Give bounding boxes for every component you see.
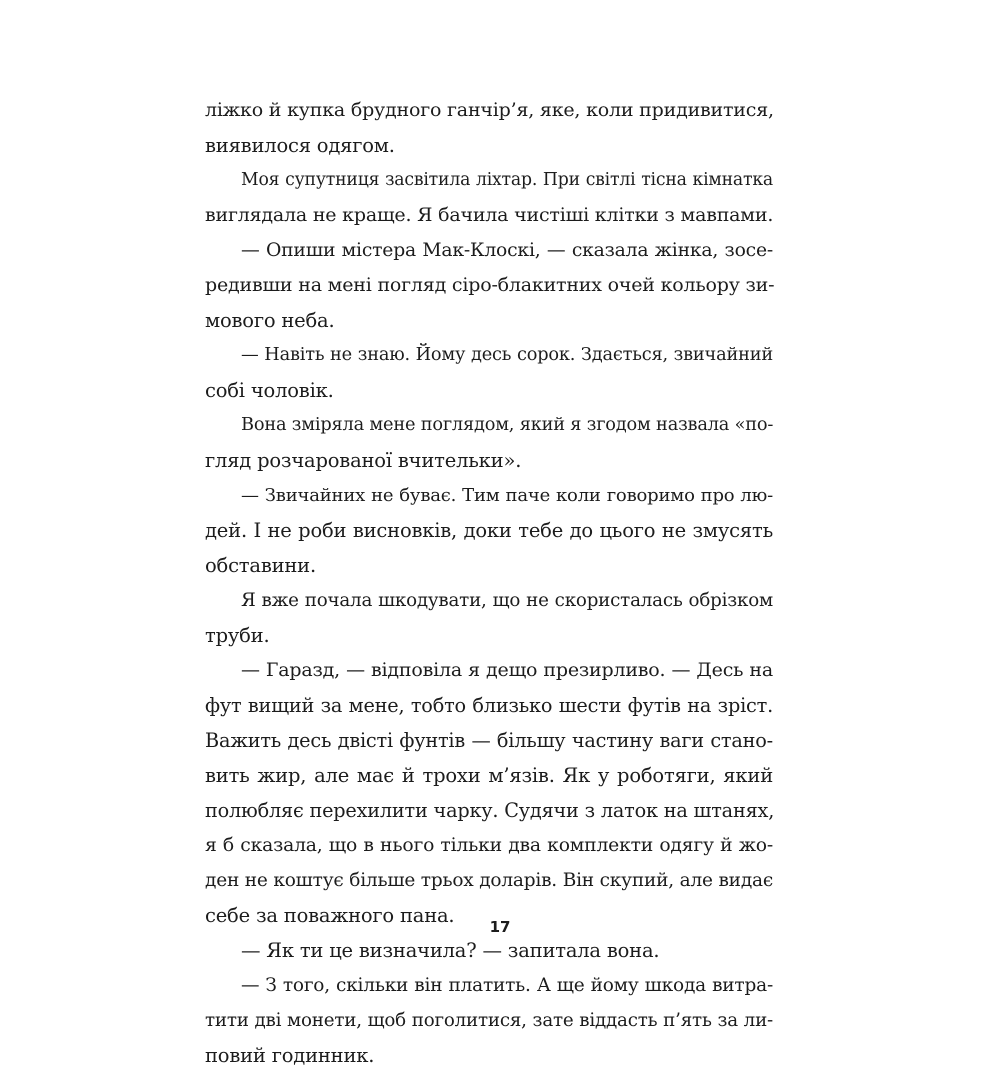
text-line: дей. І не роби висновків, доки тебе до цього не змусять: [205, 519, 773, 542]
text-line: — Як ти це визначила? — запитала вона.: [241, 939, 660, 962]
text-line: Важить десь двісті фунтів — більшу частину ваги стано-: [205, 729, 773, 752]
text-line: — Опиши містера Мак-Клоскі, — сказала жінка, зосе-: [241, 240, 773, 261]
text-line: Я вже почала шкодувати, що не скористалась обрізком: [241, 590, 773, 611]
text-line: собі чоловік.: [205, 379, 334, 402]
text-line: — Навіть не знаю. Йому десь сорок. Здається, звичайний: [241, 345, 773, 365]
text-line: вить жир, але має й трохи м’язів. Як у роботяги, який: [205, 764, 773, 787]
text-line: Моя супутниця засвітила ліхтар. При світлі тісна кімнатка: [241, 170, 773, 190]
text-line: ліжко й купка брудного ганчір’я, яке, коли придивитися,: [205, 99, 774, 121]
text-line: я б сказала, що в нього тільки два комплекти одягу й жо-: [205, 835, 773, 856]
text-line: ден не коштує більше трьох доларів. Він скупий, але видає: [205, 870, 773, 891]
text-line: редивши на мені погляд сіро-блакитних очей кольору зи-: [205, 274, 775, 296]
text-line: тити дві монети, щоб поголитися, зате віддасть п’ять за ли-: [205, 1010, 773, 1031]
text-line: обставини.: [205, 554, 316, 577]
text-line: виглядала не краще. Я бачила чистіші клітки з мавпами.: [205, 204, 774, 226]
text-line: фут вищий за мене, тобто близько шести футів на зріст.: [205, 694, 773, 717]
text-line: повий годинник.: [205, 1044, 375, 1067]
text-line: виявилося одягом.: [205, 134, 395, 157]
text-line: — Гаразд, — відповіла я дещо презирливо. — Десь на: [241, 659, 773, 681]
text-line: себе за поважного пана.: [205, 904, 455, 927]
text-line: труби.: [205, 624, 270, 647]
text-line: полюбляє перехилити чарку. Судячи з латок на штанях,: [205, 799, 775, 822]
text-line: — Звичайних не буває. Тим паче коли говоримо про лю-: [241, 485, 773, 506]
text-line: гляд розчарованої вчительки».: [205, 449, 522, 472]
text-line: мового неба.: [205, 309, 335, 332]
page-number: 17: [489, 918, 511, 936]
text-line: Вона зміряла мене поглядом, який я згодом назвала «по-: [241, 415, 774, 435]
text-line: — З того, скільки він платить. А ще йому шкода витра-: [241, 975, 773, 996]
